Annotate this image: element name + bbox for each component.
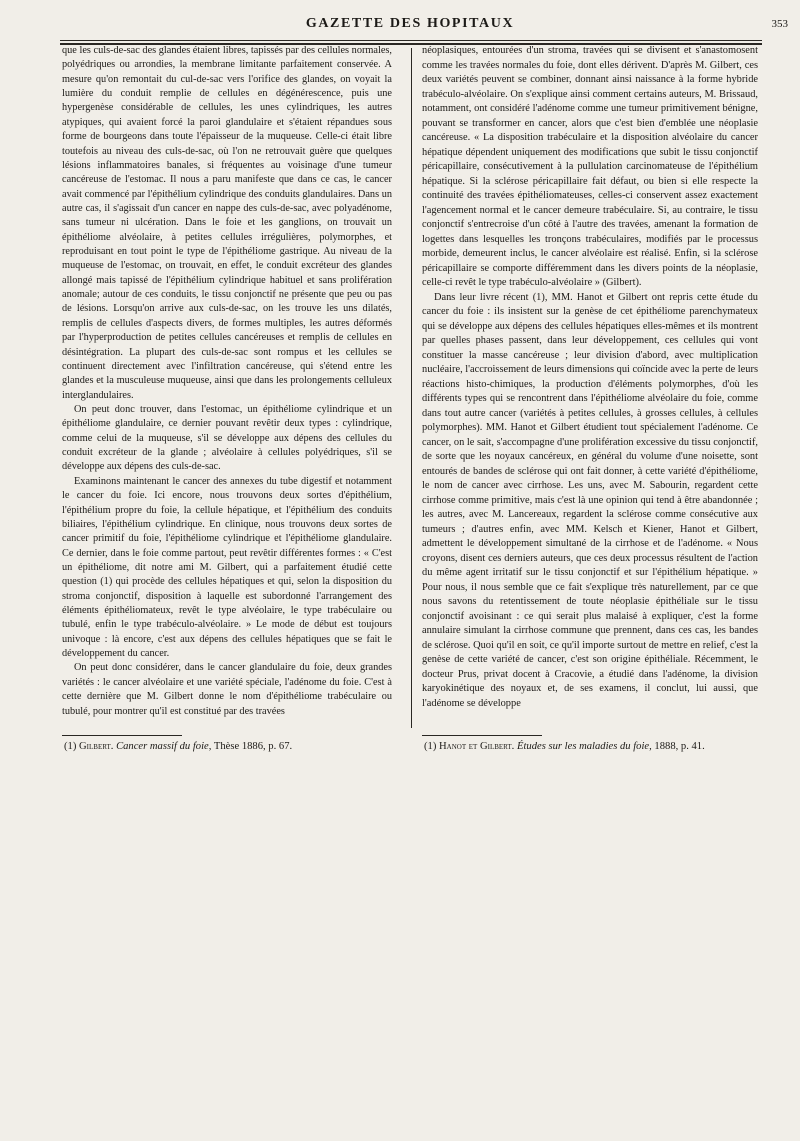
journal-title: GAZETTE DES HOPITAUX	[305, 16, 515, 31]
footnote-rest: Thèse 1886, p. 67.	[213, 741, 293, 752]
header-rule-top	[60, 40, 762, 41]
left-paragraph-3: Examinons maintenant le cancer des annexes du tube digestif et notamment le cancer du foie. Ici encore, nous trouvons deux sortes d'épithélium, l'épithélium propre du foie, la cellule hépatique, et l'épithélium des conduits biliaires, l'épithélium cylindrique. En clinique, nous trouvons deux sortes de cancer primitif du foie, l'épithéliome cylindrique et l'épithéliome glandulaire. Ce dernier, dans le foie comme partout, peut revêtir différentes formes : « C'est un épithéliome, dit notre ami M. Gilbert, qui a parfaitement étudié cette question (1) qui procède des cellules hépatiques et qui, selon la disposition du stroma conjonctif, disposition à laquelle est subordonné l'arrangement des éléments épithéliomateux, revêt le type alvéolaire, le type trabéculaire ou tubulé, enfin le type trabéculo-alvéolaire. » Le mode de début est toujours univoque : là encore, c'est aux dépens des cellules hépatiques que se fait le développement du cancer.	[62, 475, 392, 660]
page-header	[60, 14, 788, 36]
right-footnote-rule	[422, 735, 542, 736]
footnote-marker: (1)	[64, 741, 77, 752]
right-column	[422, 44, 758, 711]
page-number: 353	[771, 18, 788, 30]
footnote-marker: (1)	[424, 741, 437, 752]
left-footnote	[64, 740, 394, 753]
left-column	[62, 44, 392, 719]
left-paragraph-4: On peut donc considérer, dans le cancer glandulaire du foie, deux grandes variétés : le cancer alvéolaire et une variété spéciale, l'adénome du foie. C'est à cette dernière que M. Gilbert donne le nom d'épithéliome trabéculaire ou tubulé, pour montrer qu'il est constitué par des travées	[62, 662, 392, 717]
right-paragraph-1: néoplasiques, entourées d'un stroma, travées qui se divisent et s'anastomosent comme les travées normales du foie, dont elles dérivent. D'après M. Gilbert, ces deux variétés peuvent se combiner, donnant ainsi naissance à la forme hybride trabéculo-alvéolaire. On s'explique ainsi comment certains auteurs, M. Brissaud, notamment, ont considéré l'adénome comme une tumeur primitivement bénigne, pouvant se transformer en cancer, alors que c'est bien d'emblée une néoplasie cancéreuse. « La disposition trabéculaire et la disposition alvéolaire du cancer hépatique dépendent uniquement des modifications que subit le tissu conjonctif péricapillaire, consécutivement à la pullulation carcinomateuse de l'épithélium hépatique. Si la sclérose péricapillaire fait défaut, ou bien si elle respecte la continuité des travées épithéliomateuses, celles-ci conservent assez exactement l'agencement normal et le cancer demeure trabéculaire. Si, au contraire, le tissu conjonctif s'entrecroise d'un côté à l'autre des travées, amenant la formation de logettes dans lesquelles les tronçons trabéculaires, modifiés par le processus morbide, demeurent inclus, le cancer alvéolaire est réalisé. Enfin, si la sclérose péricapillaire se comporte différemment dans les divers points de la néoplasie, celle-ci revêt le type trabéculo-alvéolaire » (Gilbert).	[422, 45, 758, 288]
footnote-title: Cancer massif du foie,	[116, 741, 212, 752]
right-paragraph-2: Dans leur livre récent (1), MM. Hanot et Gilbert ont repris cette étude du cancer du foie : ils insistent sur la genèse de cet épithéliome parenchymateux qui se développe aux dépens des cellules hépatiques elles-mêmes et ils montrent par quelles phases passent, dans leur développement, ces cellules qui vont constituer la masse cancéreuse ; leur division d'abord, avec multiplication nucléaire, l'accroissement de leurs dimensions qui coïncide avec la perte de leurs réactions histo-chimiques, la production d'éléments polymorphes, d'où les différents types qui se rencontrent dans l'épithéliome alvéolaire du foie, comme dans tout autre cancer (variétés à petites cellules, à grosses cellules, à cellules polymorphes). MM. Hanot et Gilbert étudient tout spécialement l'adénome. Ce cancer, on le sait, s'accompagne d'une prolifération excessive du tissu conjonctif, de sorte que les noyaux cancéreux, en général du volume d'une noisette, sont entourés de bandes de sclérose qui ont fait donner, à cette variété d'épithéliome, le nom de cancer avec cirrhose. Les uns, avec M. Sabourin, regardent cette cirrhose comme primitive, mais c'est là une opinion qui tend à être abandonnée ; les autres, avec M. Lancereaux, regardent la sclérose comme consécutive aux tumeurs ; d'autres enfin, avec MM. Kelsch et Kiener, Hanot et Gilbert, admettent le développement simultané de la cirrhose et de l'adénome. « Nous croyons, disent ces derniers auteurs, que ces deux processus résultent de l'action du même agent irritatif sur le tissu conjonctif et sur l'épithélium hépatique. » Pour nous, il nous semble que ce fait s'explique très naturellement, par ce que nous savons du retentissement de toute néoplasie épithéliale sur le tissu conjonctif avoisinant : ce qui serait plus malaisé à expliquer, c'est la forme annulaire simulant la cirrhose commune que prennent, dans ces cas, les bandes de sclérose. Quoi qu'il en soit, ce qu'il importe surtout de mettre en relief, c'est la genèse de cette variété de cancer, c'est son origine épithéliale. Récemment, le docteur Prus, privat docent à Cracovie, a étudié dans l'adénome, la division karyokinétique des noyaux et, de ses examens, il conclut, lui aussi, que l'adénome se développe	[422, 291, 759, 709]
left-paragraph-2: On peut donc trouver, dans l'estomac, un épithéliome cylindrique et un épithéliome glandulaire, ce dernier pouvant revêtir deux types : cylindrique, comme celui de la muqueuse, s'il se développe aux dépens des cellules du conduit excréteur de la glande ; alvéolaire à cellules polyédriques, s'il se développe aux dépens des culs-de-sac.	[62, 403, 392, 473]
left-footnote-rule	[62, 735, 182, 736]
left-paragraph-1: que les culs-de-sac des glandes étaient libres, tapissés par des cellules normales, polyédriques ou arrondies, la membrane limitante parfaitement conservée. A mesure qu'on remontait du cul-de-sac vers l'orifice des glandes, on voyait la lumière du conduit remplie de cellules en dégénérescence, puis une hypergenèse considérable de cellules, les unes cylindriques, les autres atypiques, qui avaient forcé la paroi glandulaire et s'étaient répandues sous forme de bourgeons dans toute l'épaisseur de la muqueuse. Celle-ci était libre toutefois au niveau des culs-de-sac, où l'on ne retrouvait guère que quelques lésions inflammatoires banales, si fréquentes au voisinage d'une tumeur cancéreuse de l'estomac. Il nous a paru manifeste que dans ce cas, le cancer avait commencé par l'épithélium cylindrique des conduits glandulaires. Dans un autre cas, il s'agissait d'un cancer en nappe des culs-de-sac, avec polyadénome, sans tumeur ni ulcération. Dans le foie et les ganglions, on trouvait un épithéliome alvéolaire, à petites cellules irrégulières, polymorphes, et reproduisant en tout point le type de l'épithéliome gastrique. Au niveau de la muqueuse de l'estomac, on trouvait, en effet, le conduit excréteur des glandes allongé mais tapissé de l'épithélium cylindrique habituel et sans prolifération anomale; autour de ces conduits, le tissu conjonctif ne présente que peu ou pas de lésions. Lorsqu'on arrive aux culs-de-sac, on les trouve les uns dilatés, remplis de cellules d'aspects divers, de formes multiples, les autres déformés par l'hyperproduction de petites cellules cancéreuses et remplis de cellules en désintégration. La plupart des culs-de-sac sont rompus et les cellules se continuent directement avec l'infiltration cancéreuse, qui s'étend entre les glandes et la musculeuse muqueuse, ainsi que dans les prolongements celluleux interglandulaires.	[62, 45, 392, 401]
footnote-title: Études sur les maladies du foie,	[517, 741, 652, 752]
footnote-rest: 1888, p. 41.	[654, 741, 705, 752]
footnote-author: Gilbert.	[79, 741, 114, 752]
right-footnote	[424, 740, 760, 753]
footnote-author: Hanot et Gilbert.	[439, 741, 515, 752]
column-divider	[411, 48, 412, 728]
